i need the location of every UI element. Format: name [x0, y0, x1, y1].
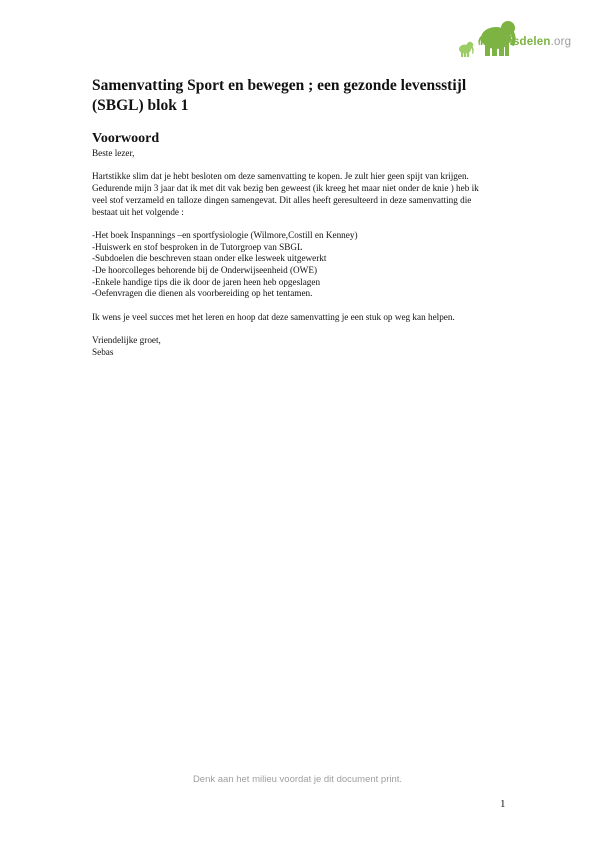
document-body	[92, 148, 492, 359]
logo-text	[480, 36, 571, 48]
greeting: Beste lezer,	[92, 148, 135, 158]
kennisdelen-logo	[456, 14, 576, 60]
page-number: 1	[500, 798, 506, 810]
closing-paragraph: Ik wens je veel succes met het leren en hoop dat deze samenvatting je een stuk op weg kan helpen.	[92, 311, 455, 322]
list-item: -Subdoelen die beschreven staan onder elke lesweek uitgewerkt	[92, 253, 327, 264]
logo-brand: Kennisdelen	[480, 36, 551, 48]
list-item: -Het boek Inspannings –en sportfysiologie (Wilmore,Costill en Kenney)	[92, 229, 358, 240]
list-item: -Oefenvragen die dienen als voorbereiding op het tentamen.	[92, 288, 313, 299]
intro-paragraph: Hartstikke slim dat je hebt besloten om deze samenvatting te kopen. Je zult hier geen spijt van krijgen. Gedurende mijn 3 jaar dat ik met dit vak bezig ben geweest (ik kreeg het maar niet onder de knie ) heb ik veel stof verzameld en talloze dingen samengevat. Dit alles heeft geresulteerd in deze samenvatting die bestaat uit het volgende :	[92, 171, 479, 217]
signature: Sebas	[92, 346, 114, 357]
list-item: -Enkele handige tips die ik door de jaren heen heb opgeslagen	[92, 276, 321, 287]
list-item: -Huiswerk en stof besproken in de Tutorgroep van SBGL	[92, 241, 303, 252]
footer-note: Denk aan het milieu voordat je dit document print.	[192, 774, 403, 785]
signoff: Vriendelijke groet,	[92, 335, 161, 346]
document-title: Samenvatting Sport en bewegen ; een gezonde levensstijl (SBGL) blok 1	[92, 77, 467, 114]
list-item: -De hoorcolleges behorende bij de Onderwijseenheid (OWE)	[92, 265, 318, 275]
logo-tld: .org	[550, 36, 572, 48]
section-heading-voorwoord: Voorwoord	[92, 131, 160, 146]
